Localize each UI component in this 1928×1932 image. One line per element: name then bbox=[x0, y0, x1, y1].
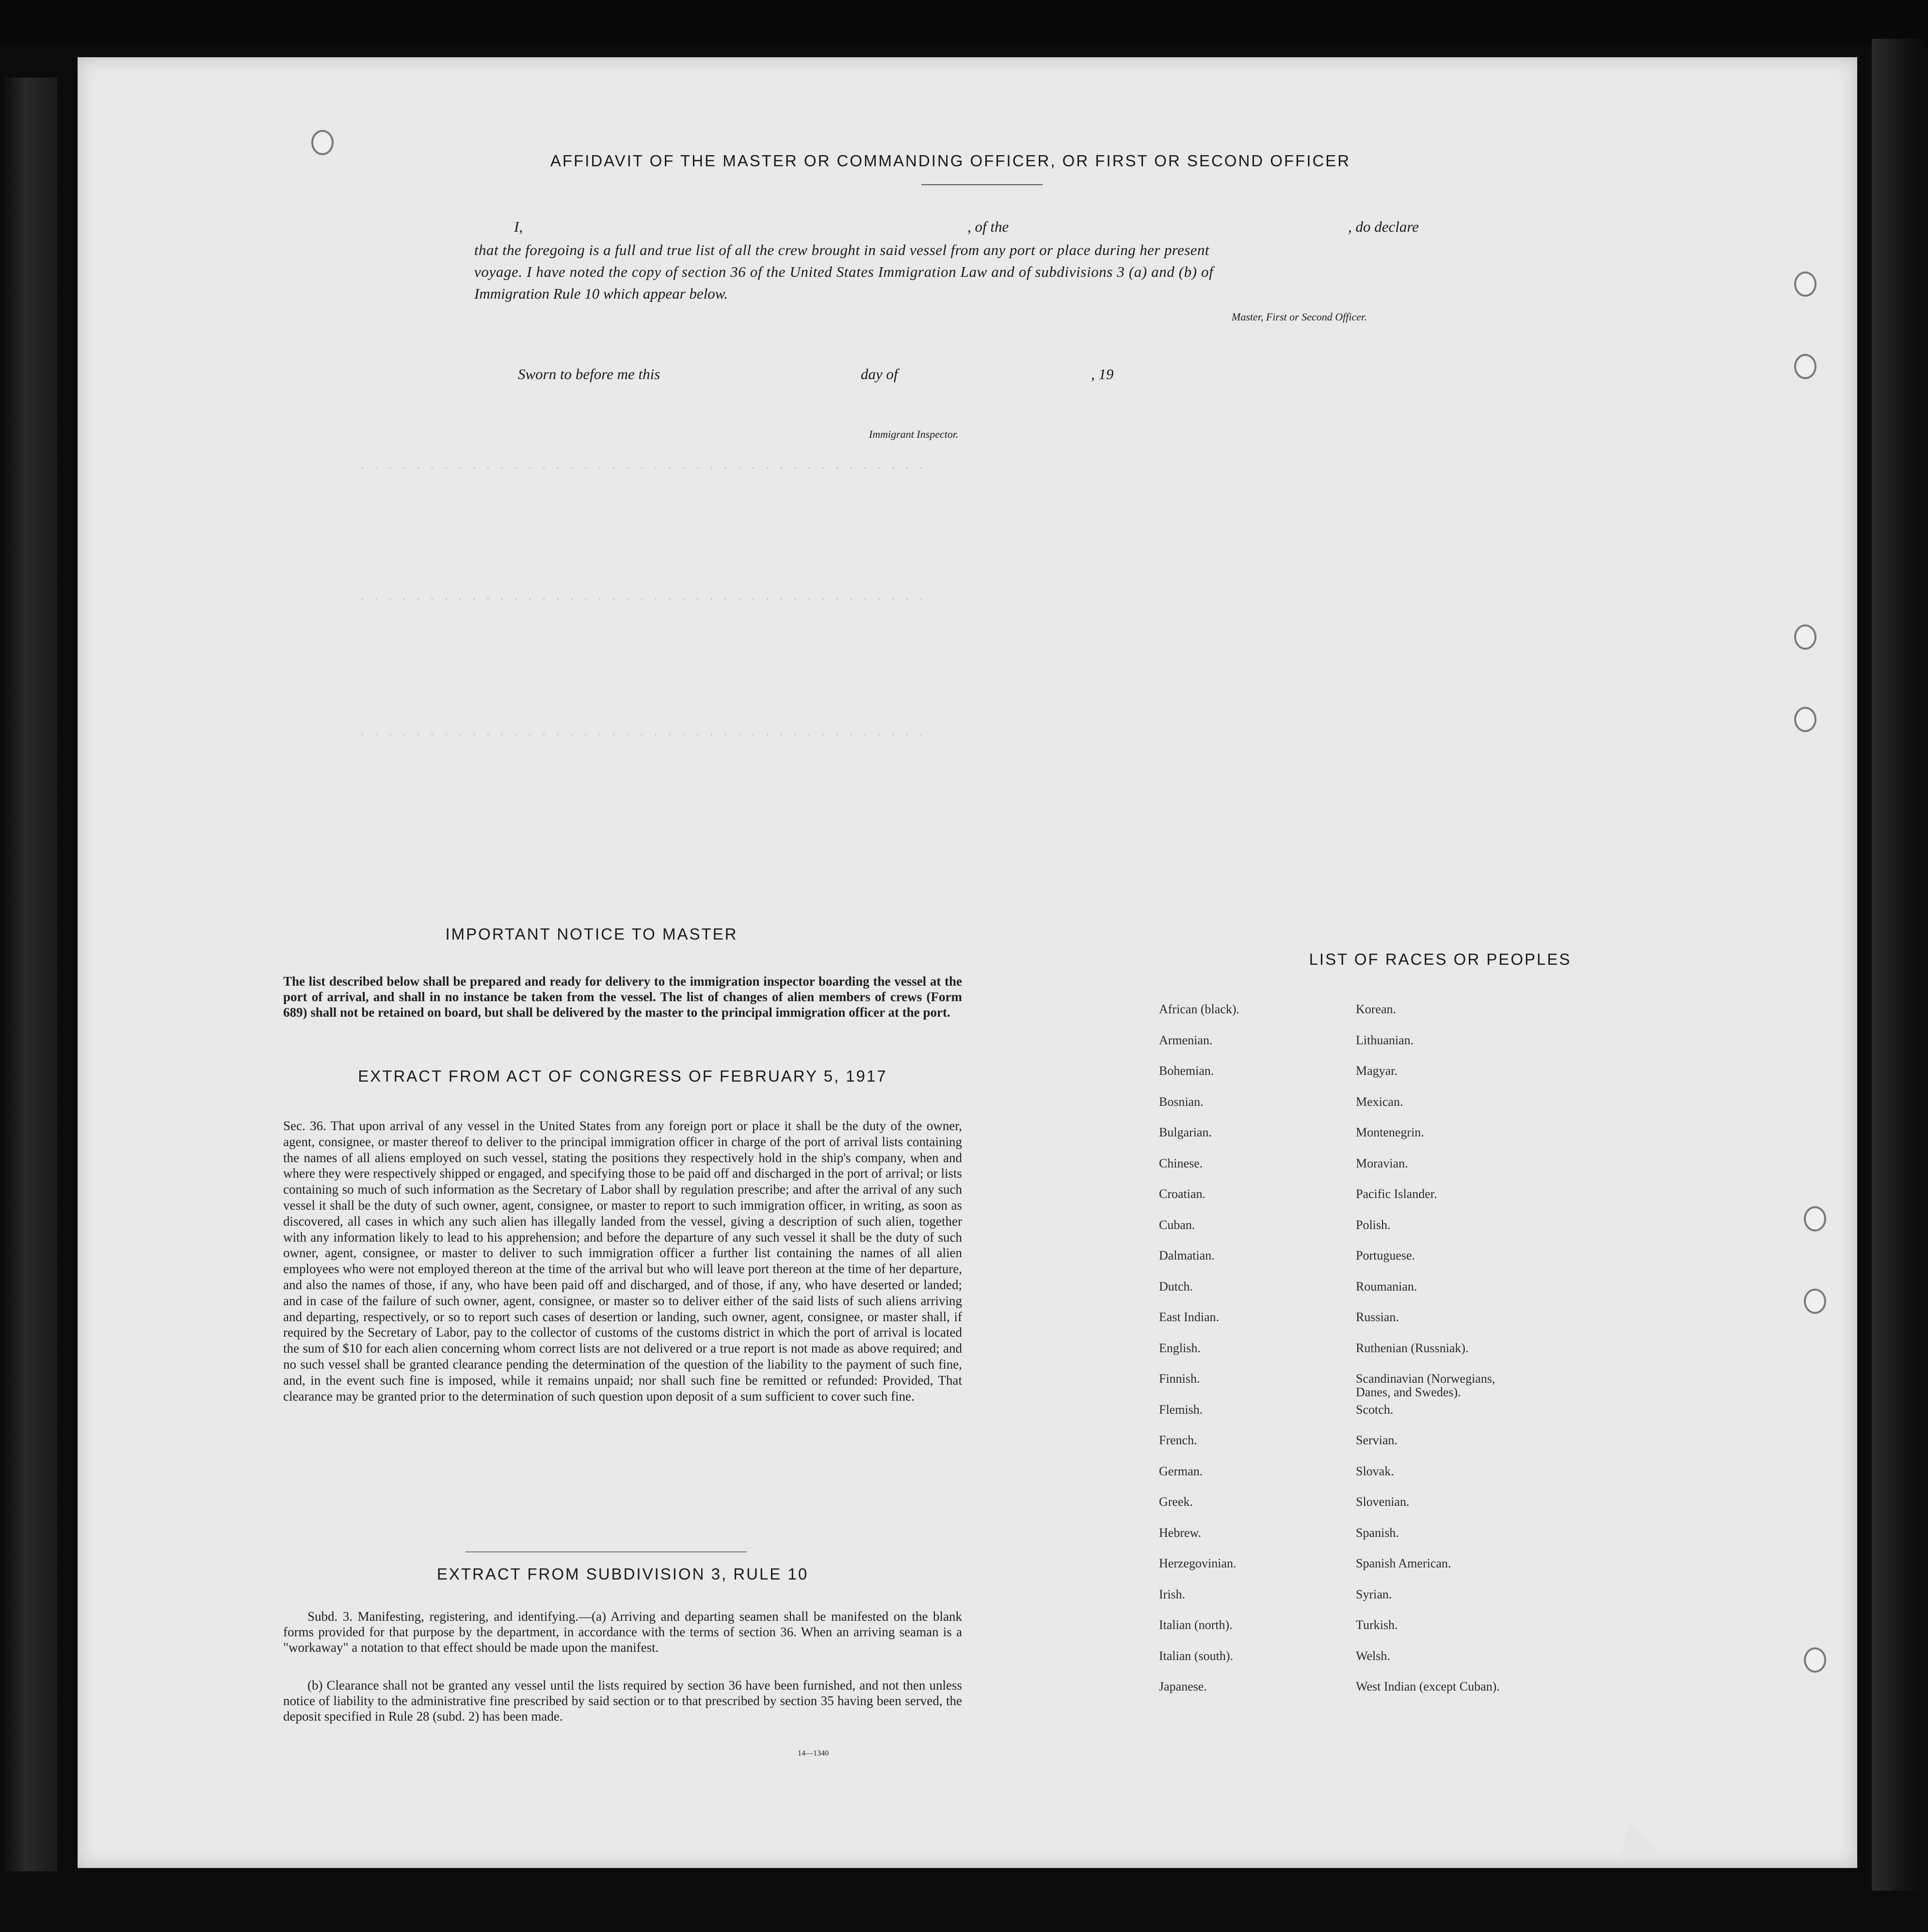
affidavit-of-the: , of the bbox=[967, 218, 1009, 235]
inspector-caption: Immigrant Inspector. bbox=[869, 428, 959, 440]
race-item: East Indian. bbox=[1159, 1310, 1220, 1324]
punch-hole-icon bbox=[1794, 707, 1816, 732]
race-item: Montenegrin. bbox=[1356, 1125, 1424, 1139]
sworn-label: Sworn to before me this bbox=[518, 366, 660, 383]
race-item: Turkish. bbox=[1356, 1618, 1398, 1632]
signature-caption: Master, First or Second Officer. bbox=[1232, 311, 1367, 323]
race-item: Spanish American. bbox=[1356, 1556, 1451, 1570]
race-item: Japanese. bbox=[1159, 1679, 1207, 1693]
scan-left-edge bbox=[4, 78, 57, 1871]
year-label: , 19 bbox=[1091, 366, 1114, 383]
race-item: Bulgarian. bbox=[1159, 1125, 1212, 1139]
race-item: Slovak. bbox=[1356, 1464, 1394, 1478]
bleed-through-marks: . . . . . . . . . . . . . . . . . . . . . . . . . . . . . . . . . . . . . . . . . bbox=[359, 726, 925, 739]
race-item: Slovenian. bbox=[1356, 1495, 1410, 1509]
race-item: English. bbox=[1159, 1341, 1201, 1355]
race-item: Armenian. bbox=[1159, 1033, 1213, 1047]
punch-hole-icon bbox=[1794, 271, 1816, 297]
race-item: Bohemian. bbox=[1159, 1064, 1214, 1078]
race-item: Polish. bbox=[1356, 1217, 1391, 1232]
race-item: Croatian. bbox=[1159, 1187, 1206, 1201]
race-item: German. bbox=[1159, 1464, 1203, 1478]
scan-artifact bbox=[1611, 1818, 1657, 1860]
race-item: West Indian (except Cuban). bbox=[1356, 1679, 1500, 1693]
race-item: Greek. bbox=[1159, 1495, 1193, 1509]
race-item: Servian. bbox=[1356, 1433, 1398, 1447]
race-item: Mexican. bbox=[1356, 1094, 1403, 1109]
race-item: Spanish. bbox=[1356, 1525, 1399, 1540]
divider bbox=[466, 1551, 747, 1552]
bleed-through-marks: . . . . . . . . . . . . . . . . . . . . . . . . . . . . . . . . . . . . . . . . . bbox=[359, 591, 925, 604]
act-title: EXTRACT FROM ACT OF CONGRESS OF FEBRUARY 5, 1917 bbox=[358, 1067, 887, 1085]
race-item: Lithuanian. bbox=[1356, 1033, 1414, 1047]
act-text: Sec. 36. That upon arrival of any vessel in the United States from any foreign port or place it shall be the duty of the owner, agent, consignee, or master thereof to deliver to the principal immigration officer in charge of the port of arrival lists containing the names of all aliens employed on such vessel, stating the positions they respectively hold in the ship's company, when and where they were respectively shipped or engaged, and specifying those to be paid off and discharged in the port of arrival; or lists containing so much of such information as the Secretary of Labor shall by regulation prescribe; and after the arrival of any such vessel it shall be the duty of such owner, agent, consignee, or master to report to such immigration officer, in writing, as soon as discovered, all cases in which any such alien has illegally landed from the vessel, giving a description of such alien, together with any information likely to lead to his apprehension; and before the departure of any such vessel it shall be the duty of such owner, agent, consignee, or master to deliver to such immigration officer a further list containing the names of all alien employees who were not employed thereon at the time of the arrival but who will leave port thereon at the time of her departure, and also the names of those, if any, who have been paid off and discharged, and of those, if any, who have deserted or landed; and in case of the failure of such owner, agent, consignee, or master so to deliver either of the said lists of such aliens arriving and departing, respectively, or so to report such cases of desertion or landing, such owner, agent, consignee, or master shall, if required by the Secretary of Labor, pay to the collector of customs of the customs district in which the port of arrival is located the sum of $10 for each alien concerning whom correct lists are not delivered or a true report is not made as above required; and no such vessel shall be granted clearance pending the determination of the question of the liability to the payment of such fine, and, in the event such fine is imposed, while it remains unpaid; nor shall such fine be remitted or refunded: Provided, That clearance may be granted prior to the determination of such question upon deposit of a sum sufficient to cover such fine. bbox=[283, 1118, 962, 1404]
races-title: LIST OF RACES OR PEOPLES bbox=[1309, 950, 1572, 968]
race-item: Syrian. bbox=[1356, 1587, 1392, 1601]
document-page bbox=[78, 57, 1857, 1868]
race-item: Chinese. bbox=[1159, 1156, 1203, 1170]
form-number: 14—1340 bbox=[798, 1749, 829, 1757]
notice-title: IMPORTANT NOTICE TO MASTER bbox=[445, 925, 738, 943]
race-item: Moravian. bbox=[1356, 1156, 1408, 1170]
race-item: Cuban. bbox=[1159, 1217, 1195, 1232]
race-item: Italian (north). bbox=[1159, 1618, 1233, 1632]
affidavit-do-declare: , do declare bbox=[1348, 218, 1419, 235]
punch-hole-icon bbox=[1794, 624, 1816, 650]
race-item: Scotch. bbox=[1356, 1402, 1394, 1417]
race-item: Russian. bbox=[1356, 1310, 1399, 1324]
race-item: Dalmatian. bbox=[1159, 1248, 1215, 1262]
race-item: Flemish. bbox=[1159, 1402, 1203, 1417]
race-item: Hebrew. bbox=[1159, 1525, 1202, 1540]
bleed-through-marks: . . . . . . . . . . . . . . . . . . . . . . . . . . . . . . . . . . . . . . . . . bbox=[359, 460, 925, 473]
punch-hole-icon bbox=[1804, 1206, 1826, 1231]
punch-hole-icon bbox=[1804, 1289, 1826, 1314]
race-item: Pacific Islander. bbox=[1356, 1187, 1437, 1201]
race-item: Roumanian. bbox=[1356, 1279, 1417, 1293]
race-item: African (black). bbox=[1159, 1002, 1240, 1016]
race-item: Dutch. bbox=[1159, 1279, 1193, 1293]
affidavit-title: AFFIDAVIT OF THE MASTER OR COMMANDING OFFICER, OR FIRST OR SECOND OFFICER bbox=[550, 152, 1351, 170]
scan-right-edge bbox=[1872, 39, 1925, 1891]
race-item: Irish. bbox=[1159, 1587, 1186, 1601]
race-item: Italian (south). bbox=[1159, 1648, 1234, 1663]
affidavit-line3: voyage. I have noted the copy of section 36 of the United States Immigration Law and of subdivisions 3 (a) and (b) of bbox=[474, 263, 1214, 280]
race-item: Portuguese. bbox=[1356, 1248, 1415, 1262]
rule-para-b: (b) Clearance shall not be granted any vessel until the lists required by section 36 have been furnished, and not then unless notice of liability to the administrative fine prescribed by said section or to that prescribed by section 35 having been served, the deposit specified in Rule 28 (subd. 2) has been made. bbox=[283, 1678, 962, 1724]
race-item: Magyar. bbox=[1356, 1064, 1398, 1078]
affidavit-line2: that the foregoing is a full and true list of all the crew brought in said vessel from any port or place during her present bbox=[474, 241, 1209, 258]
scan-background bbox=[0, 0, 1928, 44]
race-item: French. bbox=[1159, 1433, 1197, 1447]
affidavit-line4: Immigration Rule 10 which appear below. bbox=[474, 285, 728, 302]
notice-text: The list described below shall be prepared and ready for delivery to the immigration inspector boarding the vessel at the port of arrival, and shall in no instance be taken from the vessel. The list of changes of alien members of crews (Form 689) shall not be retained on board, but shall be delivered by the master to the principal immigration officer at the port. bbox=[283, 974, 962, 1020]
race-item: Korean. bbox=[1356, 1002, 1397, 1016]
race-item: Ruthenian (Russniak). bbox=[1356, 1341, 1469, 1355]
rule-para-a: Subd. 3. Manifesting, registering, and identifying.—(a) Arriving and departing seamen shall be manifested on the blank forms provided for that purpose by the department, in accordance with the terms of section 36. When an arriving seaman is a "workaway" a notation to that effect should be made upon the manifest. bbox=[283, 1609, 962, 1655]
race-item: Bosnian. bbox=[1159, 1094, 1204, 1109]
affidavit-i: I, bbox=[514, 218, 523, 235]
divider bbox=[921, 184, 1043, 185]
day-of-label: day of bbox=[861, 366, 898, 383]
punch-hole-icon bbox=[1804, 1647, 1826, 1673]
rule-title: EXTRACT FROM SUBDIVISION 3, RULE 10 bbox=[436, 1565, 809, 1583]
race-item: Herzegovinian. bbox=[1159, 1556, 1237, 1570]
race-item: Finnish. bbox=[1159, 1372, 1200, 1386]
punch-hole-icon bbox=[1794, 354, 1816, 379]
race-item: Scandinavian (Norwegians, Danes, and Swedes). bbox=[1356, 1372, 1495, 1399]
race-item: Welsh. bbox=[1356, 1648, 1390, 1663]
